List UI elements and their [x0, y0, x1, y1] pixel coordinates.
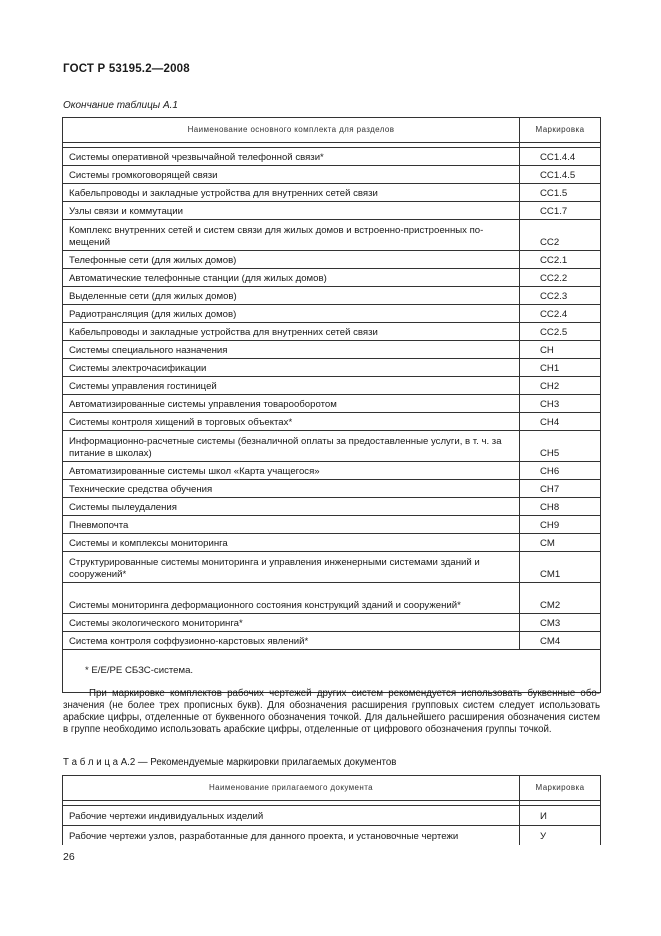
row-name: Кабельпроводы и закладные устройства для внутренних сетей связи	[63, 184, 520, 202]
row-name: Системы и комплексы мониторинга	[63, 534, 520, 552]
table-row	[63, 269, 601, 287]
row-name: Системы громкоговорящей связи	[63, 166, 520, 184]
row-name: Узлы связи и коммутации	[63, 202, 520, 220]
table-row	[63, 251, 601, 269]
row-marking: CM4	[520, 632, 601, 650]
table-row	[63, 806, 601, 826]
table-row	[63, 462, 601, 480]
row-marking: CC1.4.4	[520, 148, 601, 166]
row-marking: CM	[520, 534, 601, 552]
table-row	[63, 614, 601, 632]
row-name: Системы электрочасификации	[63, 359, 520, 377]
table-row	[63, 431, 601, 462]
row-marking: CH3	[520, 395, 601, 413]
row-name: Радиотрансляция (для жилых домов)	[63, 305, 520, 323]
page-number: 26	[63, 851, 75, 863]
row-marking: CC2.2	[520, 269, 601, 287]
row-marking: CC2.5	[520, 323, 601, 341]
row-marking: CC1.4.5	[520, 166, 601, 184]
row-name: Автоматизированные системы школ «Карта учащегося»	[63, 462, 520, 480]
body-paragraph: При маркировке комплектов рабочих чертежей других систем рекомендуется использовать буквенные обозначения (не более трех прописных букв). Для обозначения расширения групповых систем следует использовать арабские цифры, отделенные от буквенного обозначения точкой. Для дальнейшего расширения обозначения систем в группе необходимо использовать арабские цифры, отделенные от цифрового обозначения группы точкой.	[63, 688, 600, 735]
row-marking: CM2	[520, 583, 601, 614]
row-marking: CM1	[520, 552, 601, 583]
table-row	[63, 395, 601, 413]
table-row	[63, 480, 601, 498]
row-name: Комплекс внутренних сетей и систем связи для жилых домов и встроенно-пристроенных помещений	[63, 220, 520, 251]
table1-caption: Окончание таблицы А.1	[63, 100, 178, 111]
table-row	[63, 202, 601, 220]
row-name: Рабочие чертежи узлов, разработанные для данного проекта, и установочные чертежи	[63, 826, 520, 846]
row-name: Телефонные сети (для жилых домов)	[63, 251, 520, 269]
table-row	[63, 166, 601, 184]
row-name: Системы управления гостиницей	[63, 377, 520, 395]
table-row	[63, 498, 601, 516]
table1-header-name: Наименование основного комплекта для разделов	[63, 118, 520, 143]
row-marking: CC2.1	[520, 251, 601, 269]
table-row	[63, 413, 601, 431]
row-marking: CH7	[520, 480, 601, 498]
row-marking: CH1	[520, 359, 601, 377]
row-marking: CH8	[520, 498, 601, 516]
table-row	[63, 323, 601, 341]
row-marking: CH	[520, 341, 601, 359]
table-row	[63, 552, 601, 583]
row-marking: CC2.4	[520, 305, 601, 323]
table1-footnote: * E/E/PE СБЗС-система.	[63, 650, 601, 693]
row-marking: У	[520, 826, 601, 846]
table2-caption: Т а б л и ц а А.2 — Рекомендуемые маркировки прилагаемых документов	[63, 757, 397, 768]
row-marking: CH2	[520, 377, 601, 395]
row-name: Структурированные системы мониторинга и управления инженерными системами зданий и сооружений*	[63, 552, 520, 583]
row-marking: CC2	[520, 220, 601, 251]
row-name: Автоматизированные системы управления товарооборотом	[63, 395, 520, 413]
table-row	[63, 359, 601, 377]
table-row	[63, 534, 601, 552]
row-name: Системы экологического мониторинга*	[63, 614, 520, 632]
table-row	[63, 287, 601, 305]
row-marking: CC2.3	[520, 287, 601, 305]
row-name: Технические средства обучения	[63, 480, 520, 498]
row-name: Системы мониторинга деформационного состояния конструкций зданий и сооружений*	[63, 583, 520, 614]
document-header: ГОСТ Р 53195.2—2008	[63, 63, 190, 75]
table-row	[63, 377, 601, 395]
table-row	[63, 220, 601, 251]
table-row	[63, 516, 601, 534]
row-marking: CH9	[520, 516, 601, 534]
row-name: Выделенные сети (для жилых домов)	[63, 287, 520, 305]
row-marking: CH5	[520, 431, 601, 462]
table-row	[63, 341, 601, 359]
row-marking: CC1.5	[520, 184, 601, 202]
table2-header-code: Маркировка	[520, 776, 601, 801]
row-name: Системы пылеудаления	[63, 498, 520, 516]
table-row	[63, 583, 601, 614]
row-name: Система контроля соффузионно-карстовых явлений*	[63, 632, 520, 650]
row-name: Системы контроля хищений в торговых объектах*	[63, 413, 520, 431]
row-name: Пневмопочта	[63, 516, 520, 534]
table-row	[63, 148, 601, 166]
row-marking: CH4	[520, 413, 601, 431]
row-name: Рабочие чертежи индивидуальных изделий	[63, 806, 520, 826]
table1-header-code: Маркировка	[520, 118, 601, 143]
row-marking: И	[520, 806, 601, 826]
table-row	[63, 305, 601, 323]
row-name: Кабельпроводы и закладные устройства для внутренних сетей связи	[63, 323, 520, 341]
row-name: Информационно-расчетные системы (безналичной оплаты за предоставленные услуги, в т. ч. за питание в школах)	[63, 431, 520, 462]
table2-header-name: Наименование прилагаемого документа	[63, 776, 520, 801]
row-name: Автоматические телефонные станции (для жилых домов)	[63, 269, 520, 287]
table-row	[63, 184, 601, 202]
table-a1	[62, 117, 601, 693]
row-name: Системы специального назначения	[63, 341, 520, 359]
row-name: Системы оперативной чрезвычайной телефонной связи*	[63, 148, 520, 166]
table-row	[63, 632, 601, 650]
row-marking: CH6	[520, 462, 601, 480]
row-marking: CM3	[520, 614, 601, 632]
row-marking: CC1.7	[520, 202, 601, 220]
table-a2	[62, 775, 601, 845]
table-row	[63, 826, 601, 846]
